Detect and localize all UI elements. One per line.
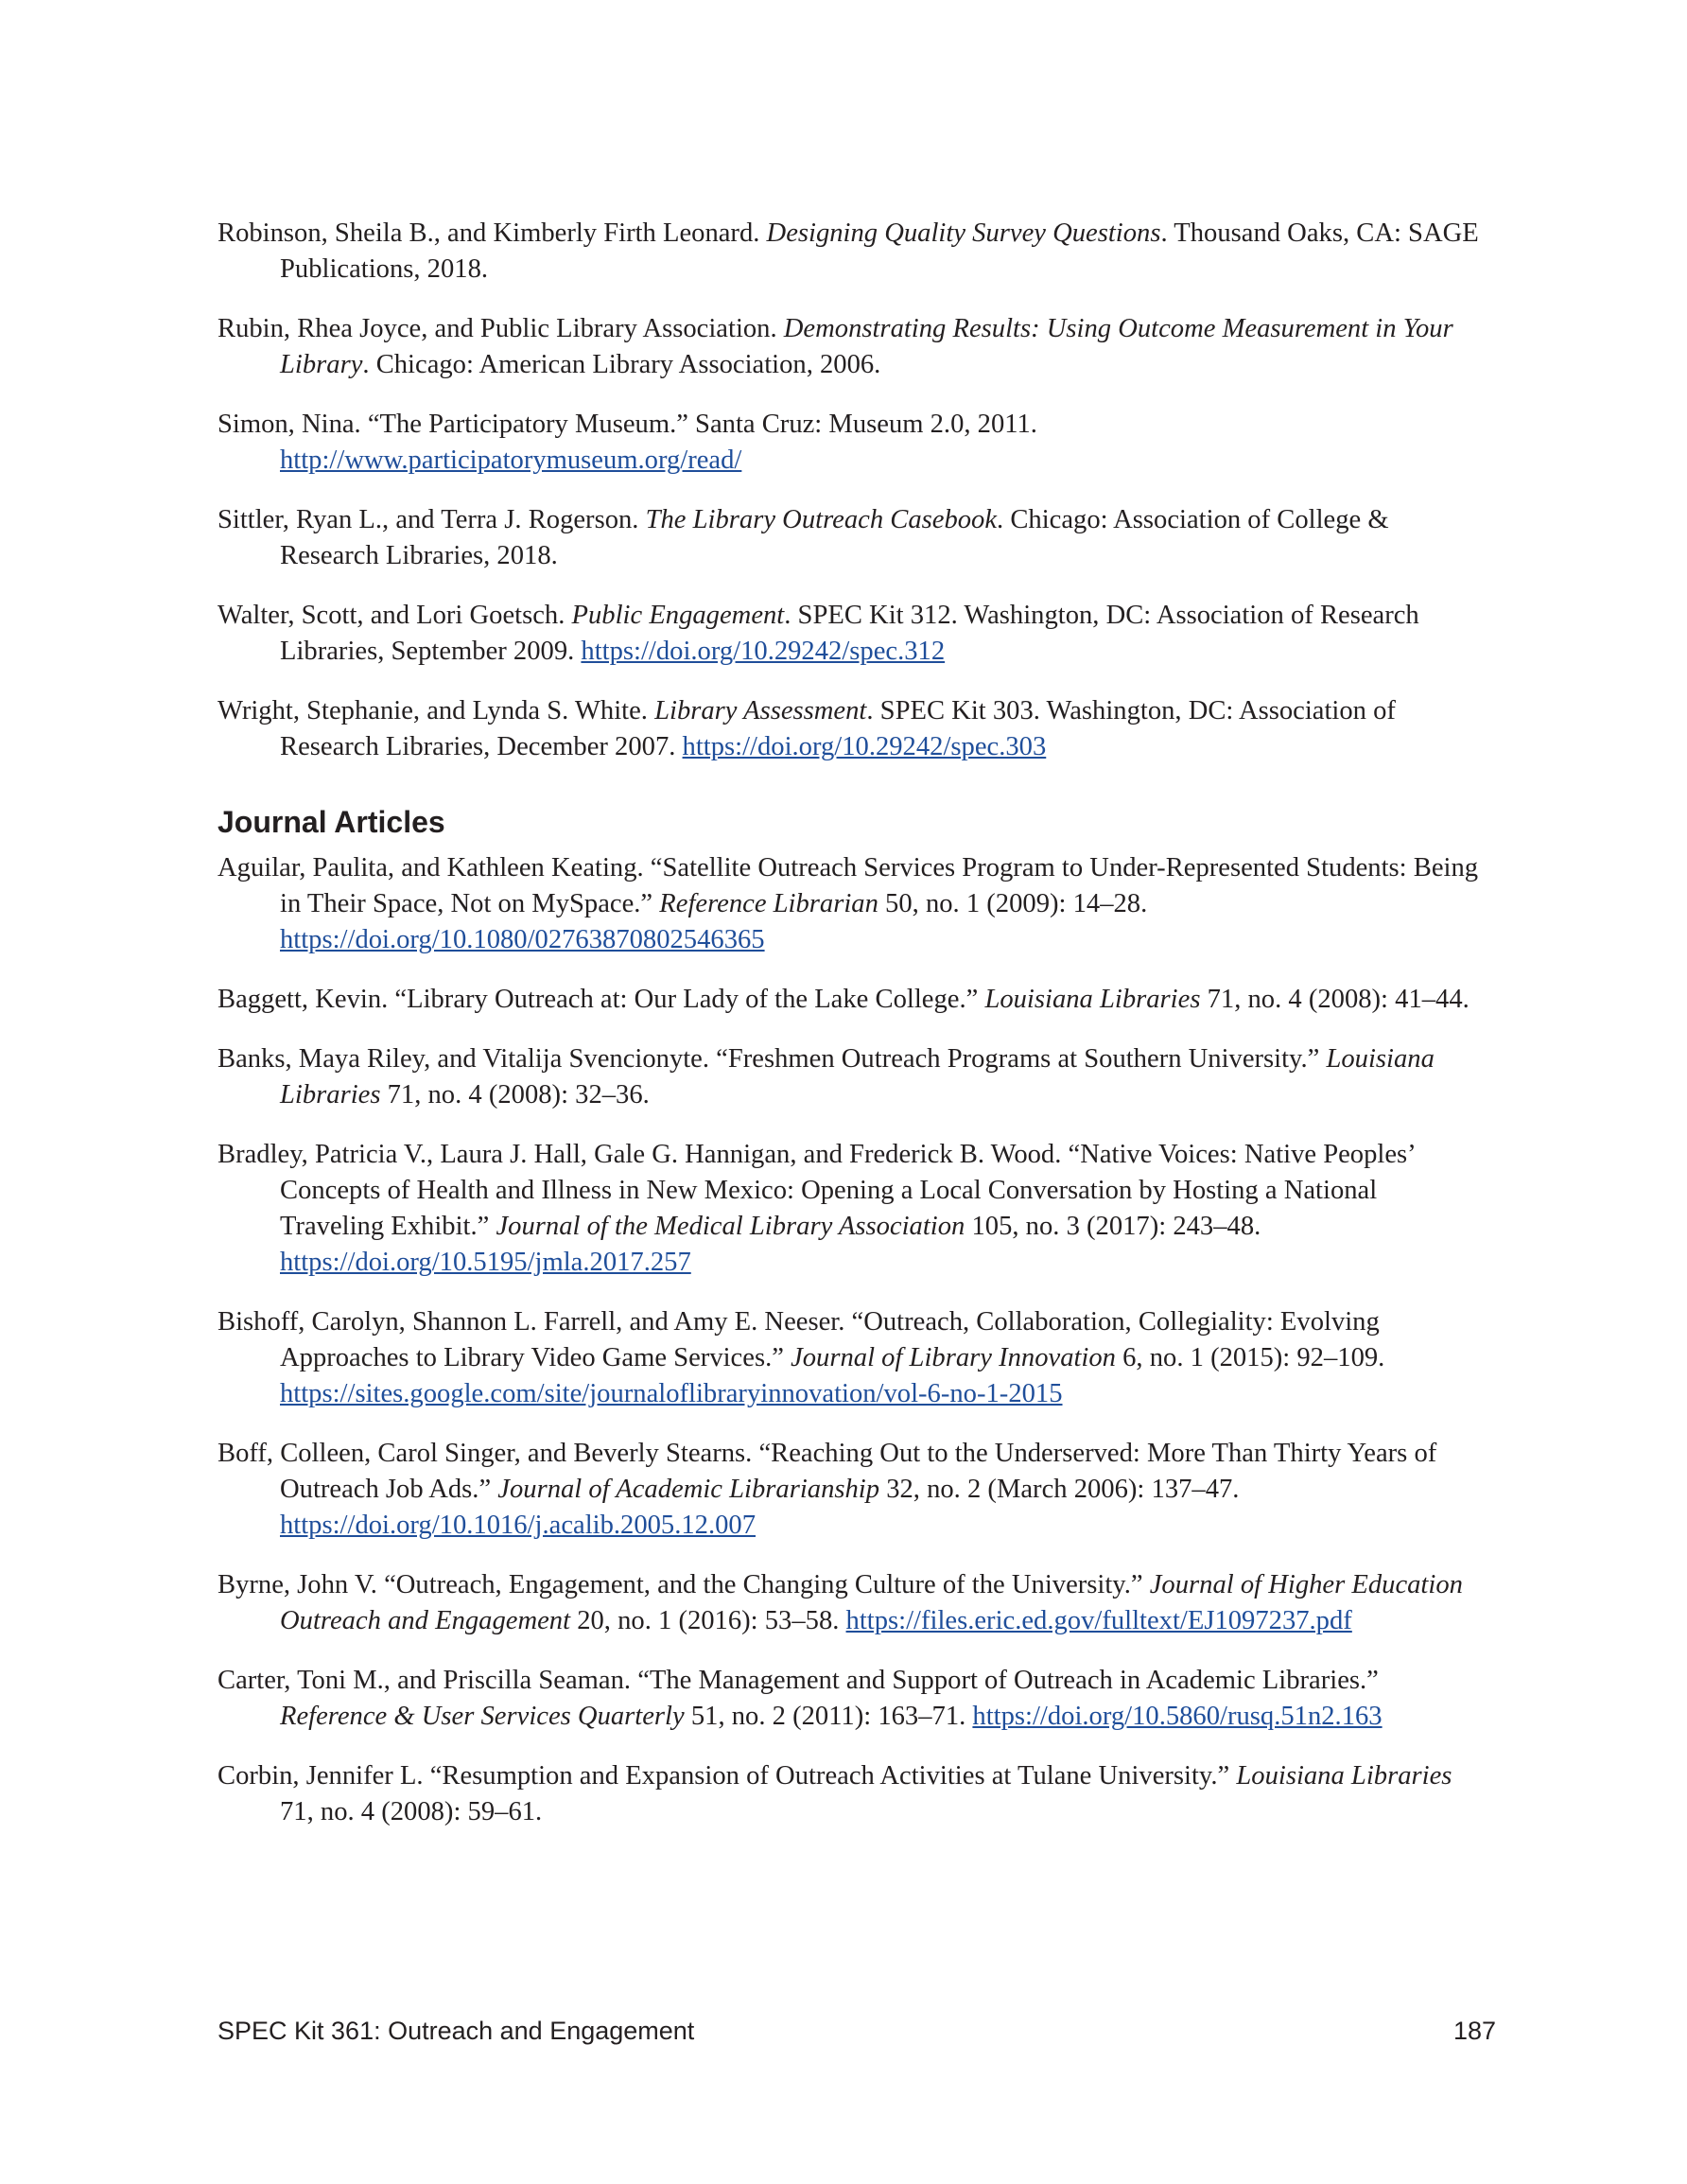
book-title: Public Engagement <box>571 601 785 630</box>
book-entry: Simon, Nina. “The Participatory Museum.” Santa Cruz: Museum 2.0, 2011. http://www.participatorymuseum.org/read/ <box>217 410 1037 475</box>
journal-title: Journal of the Medical Library Association <box>496 1212 965 1241</box>
article-entry: Byrne, John V. “Outreach, Engagement, and the Changing Culture of the University.” Journal of Higher Education Outreach and Engagement 20, no. 1 (2016): 53–58. https://files.eric.ed.gov/fulltext/EJ1097237.pdf <box>217 1570 1463 1635</box>
reference-link[interactable]: https://doi.org/10.29242/spec.303 <box>682 732 1047 761</box>
article-entry: Carter, Toni M., and Priscilla Seaman. “The Management and Support of Outreach in Academic Libraries.” Reference & User Services Quarterly 51, no. 2 (2011): 163–71. https://doi.org/10.5860/rusq.51n2.163 <box>217 1666 1383 1731</box>
reference-link[interactable]: https://doi.org/10.5860/rusq.51n2.163 <box>972 1702 1383 1731</box>
article-entry: Banks, Maya Riley, and Vitalija Svencionyte. “Freshmen Outreach Programs at Southern University.” Louisiana Libraries 71, no. 4 (2008): 32–36. <box>217 1044 1435 1109</box>
journal-title: Journal of Higher Education Outreach and Engagement <box>280 1570 1463 1635</box>
book-title: Designing Quality Survey Questions <box>766 218 1161 248</box>
book-title: Demonstrating Results: Using Outcome Measurement in Your Library <box>280 314 1453 379</box>
article-entry: Bradley, Patricia V., Laura J. Hall, Gale G. Hannigan, and Frederick B. Wood. “Native Voices: Native Peoples’ Concepts of Health and Illness in New Mexico: Opening a Local Conversation by Hosting a National Traveling Exhibit.” Journal of the Medical Library Association 105, no. 3 (2017): 243–48. https://doi.org/10.5195/jmla.2017.257 <box>217 1140 1415 1277</box>
article-entry: Baggett, Kevin. “Library Outreach at: Our Lady of the Lake College.” Louisiana Libraries 71, no. 4 (2008): 41–44. <box>217 985 1470 1014</box>
book-entry: Sittler, Ryan L., and Terra J. Rogerson. The Library Outreach Casebook. Chicago: Association of College & Research Libraries, 2018. <box>217 505 1389 570</box>
book-entry: Wright, Stephanie, and Lynda S. White. Library Assessment. SPEC Kit 303. Washington, DC: Association of Research Libraries, December 2007. https://doi.org/10.29242/spec.303 <box>217 696 1396 761</box>
reference-link[interactable]: http://www.participatorymuseum.org/read/ <box>280 446 742 475</box>
journal-title: Louisiana Libraries <box>280 1044 1435 1109</box>
article-entry: Boff, Colleen, Carol Singer, and Beverly Stearns. “Reaching Out to the Underserved: More Than Thirty Years of Outreach Job Ads.” Journal of Academic Librarianship 32, no. 2 (March 2006): 137–47. https://doi.org/10.1016/j.acalib.2005.12.007 <box>217 1439 1437 1540</box>
journal-title: Louisiana Libraries <box>1236 1761 1452 1791</box>
reference-link[interactable]: https://sites.google.com/site/journaloflibraryinnovation/vol-6-no-1-2015 <box>280 1379 1063 1408</box>
reference-link[interactable]: https://doi.org/10.29242/spec.312 <box>581 637 946 666</box>
reference-link[interactable]: https://doi.org/10.1080/02763870802546365 <box>280 925 765 954</box>
article-entry: Aguilar, Paulita, and Kathleen Keating. “Satellite Outreach Services Program to Under-Represented Students: Being in Their Space, Not on MySpace.” Reference Librarian 50, no. 1 (2009): 14–28. https://doi.org/10.1080/02763870802546365 <box>217 853 1479 954</box>
book-entry: Walter, Scott, and Lori Goetsch. Public Engagement. SPEC Kit 312. Washington, DC: Association of Research Libraries, September 2009. https://doi.org/10.29242/spec.312 <box>217 601 1419 666</box>
bibliography <box>217 216 1485 1854</box>
reference-link[interactable]: https://doi.org/10.5195/jmla.2017.257 <box>280 1248 691 1277</box>
page-footer <box>217 2015 1496 2047</box>
book-title: The Library Outreach Casebook <box>645 505 998 534</box>
page-number: 187 <box>1452 2017 1496 2045</box>
journal-title: Journal of Academic Librarianship <box>497 1475 880 1504</box>
book-entry: Robinson, Sheila B., and Kimberly Firth Leonard. Designing Quality Survey Questions. Thousand Oaks, CA: SAGE Publications, 2018. <box>217 218 1479 284</box>
article-entry: Corbin, Jennifer L. “Resumption and Expansion of Outreach Activities at Tulane University.” Louisiana Libraries 71, no. 4 (2008): 59–61. <box>217 1761 1452 1826</box>
journal-title: Reference & User Services Quarterly <box>280 1702 685 1731</box>
journal-title: Reference Librarian <box>659 889 878 918</box>
reference-link[interactable]: https://doi.org/10.1016/j.acalib.2005.12.007 <box>280 1511 757 1540</box>
book-title: Library Assessment <box>654 696 867 725</box>
journal-title: Journal of Library Innovation <box>791 1343 1116 1372</box>
book-entry: Rubin, Rhea Joyce, and Public Library Association. Demonstrating Results: Using Outcome Measurement in Your Library. Chicago: American Library Association, 2006. <box>217 314 1453 379</box>
journal-title: Louisiana Libraries <box>984 985 1201 1014</box>
article-entry: Bishoff, Carolyn, Shannon L. Farrell, and Amy E. Neeser. “Outreach, Collaboration, Collegiality: Evolving Approaches to Library Video Game Services.” Journal of Library Innovation 6, no. 1 (2015): 92–109. https://sites.google.com/site/journaloflibraryinnovation/vol-6-no-1-2015 <box>217 1307 1385 1408</box>
section-heading-journal-articles: Journal Articles <box>217 805 445 839</box>
footer-publication-title: SPEC Kit 361: Outreach and Engagement <box>217 2017 695 2045</box>
reference-link[interactable]: https://files.eric.ed.gov/fulltext/EJ1097237.pdf <box>845 1606 1352 1635</box>
